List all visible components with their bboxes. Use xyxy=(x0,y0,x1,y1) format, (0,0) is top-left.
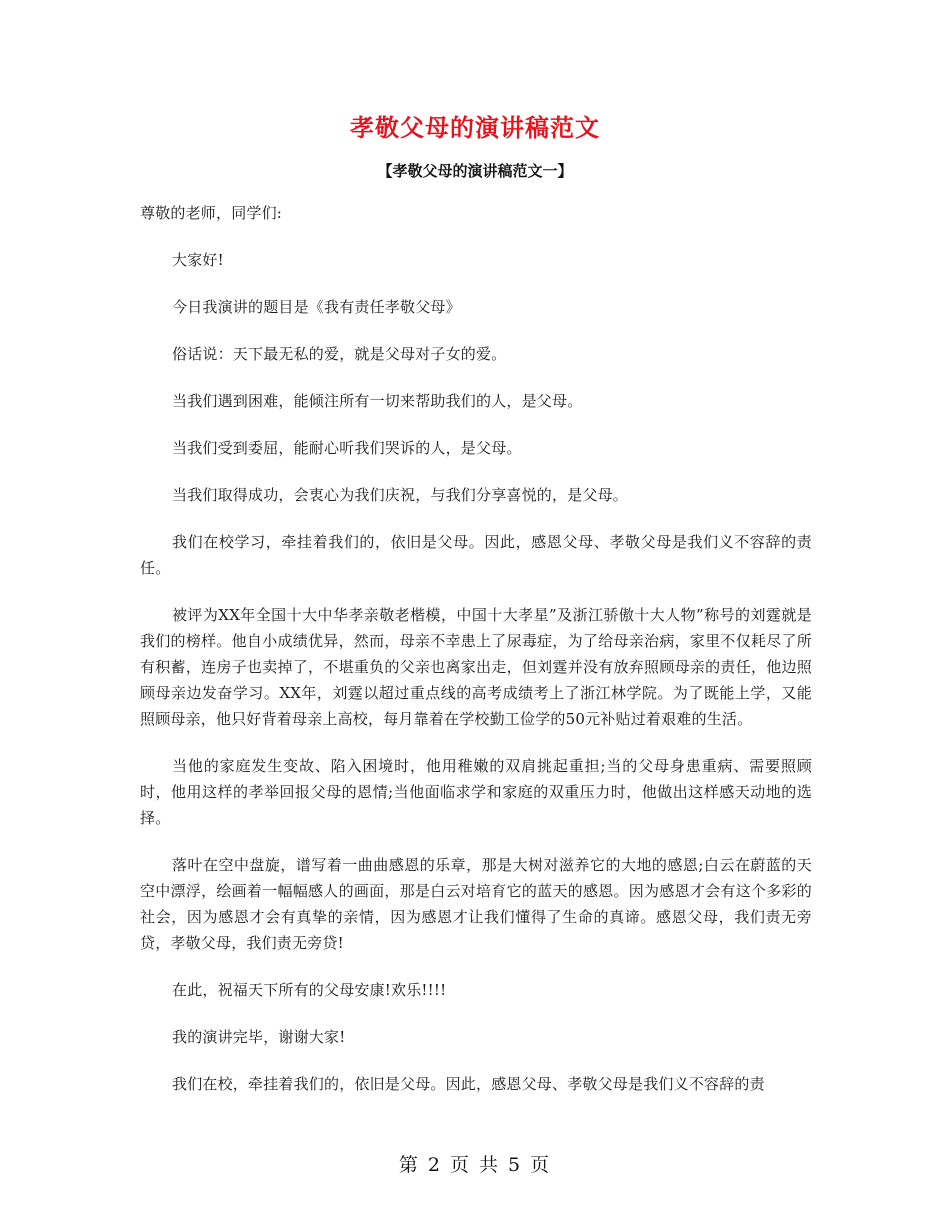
paragraph: 当我们遇到困难，能倾注所有一切来帮助我们的人，是父母。 xyxy=(172,392,583,410)
paragraph: 今日我演讲的题目是《我有责任孝敬父母》 xyxy=(172,298,461,316)
paragraph: 在此，祝福天下所有的父母安康!欢乐!!!! xyxy=(172,981,447,999)
paragraph: 当他的家庭发生变故、陷入困境时，他用稚嫩的双肩挑起重担;当的父母身患重病、需要照顾时，他用这样的孝举回报父母的恩情;当他面临求学和家庭的双重压力时，他做出这样感天动地的选择。 xyxy=(140,757,812,827)
paragraph: 我们在校，牵挂着我们的，依旧是父母。因此，感恩父母、孝敬父母是我们义不容辞的责 xyxy=(172,1075,765,1093)
paragraph: 被评为XX年全国十大中华孝亲敬老楷模，中国十大孝星”及浙江骄傲十大人物”称号的刘霆就是我们的榜样。他自小成绩优异，然而，母亲不幸患上了尿毒症，为了给母亲治病，家里不仅耗尽了所有积蓄，连房子也卖掉了，不堪重负的父亲也离家出走，但刘霆并没有放弃照顾母亲的责任，他边照顾母亲边发奋学习。XX年，刘霆以超过重点线的高考成绩考上了浙江林学院。为了既能上学，又能照顾母亲，他只好背着母亲上高校，每月靠着在学校勤工俭学的50元补贴过着艰难的生活。 xyxy=(140,606,812,728)
paragraph: 我的演讲完毕，谢谢大家! xyxy=(172,1028,346,1046)
document-body xyxy=(140,200,812,1097)
page-footer: 第 2 页 共 5 页 xyxy=(398,1154,552,1176)
paragraph: 我们在校学习，牵挂着我们的，依旧是父母。因此，感恩父母、孝敬父母是我们义不容辞的责任。 xyxy=(140,533,812,577)
document-subtitle: 【孝敬父母的演讲稿范文一】 xyxy=(377,162,573,180)
document-title: 孝敬父母的演讲稿范文 xyxy=(350,114,600,142)
paragraph: 落叶在空中盘旋，谱写着一曲曲感恩的乐章，那是大树对滋养它的大地的感恩;白云在蔚蓝的天空中漂浮，绘画着一幅幅感人的画面，那是白云对培育它的蓝天的感恩。因为感恩才会有这个多彩的社会，因为感恩才会有真挚的亲情，因为感恩才让我们懂得了生命的真谛。感恩父母，我们责无旁贷，孝敬父母，我们责无旁贷! xyxy=(140,856,812,952)
paragraph: 当我们受到委屈，能耐心听我们哭诉的人，是父母。 xyxy=(172,439,522,457)
salutation: 尊敬的老师，同学们: xyxy=(140,204,283,222)
paragraph: 俗话说：天下最无私的爱，就是父母对子女的爱。 xyxy=(172,345,507,363)
paragraph: 大家好! xyxy=(172,251,224,269)
paragraph: 当我们取得成功，会衷心为我们庆祝，与我们分享喜悦的，是父母。 xyxy=(172,486,629,504)
